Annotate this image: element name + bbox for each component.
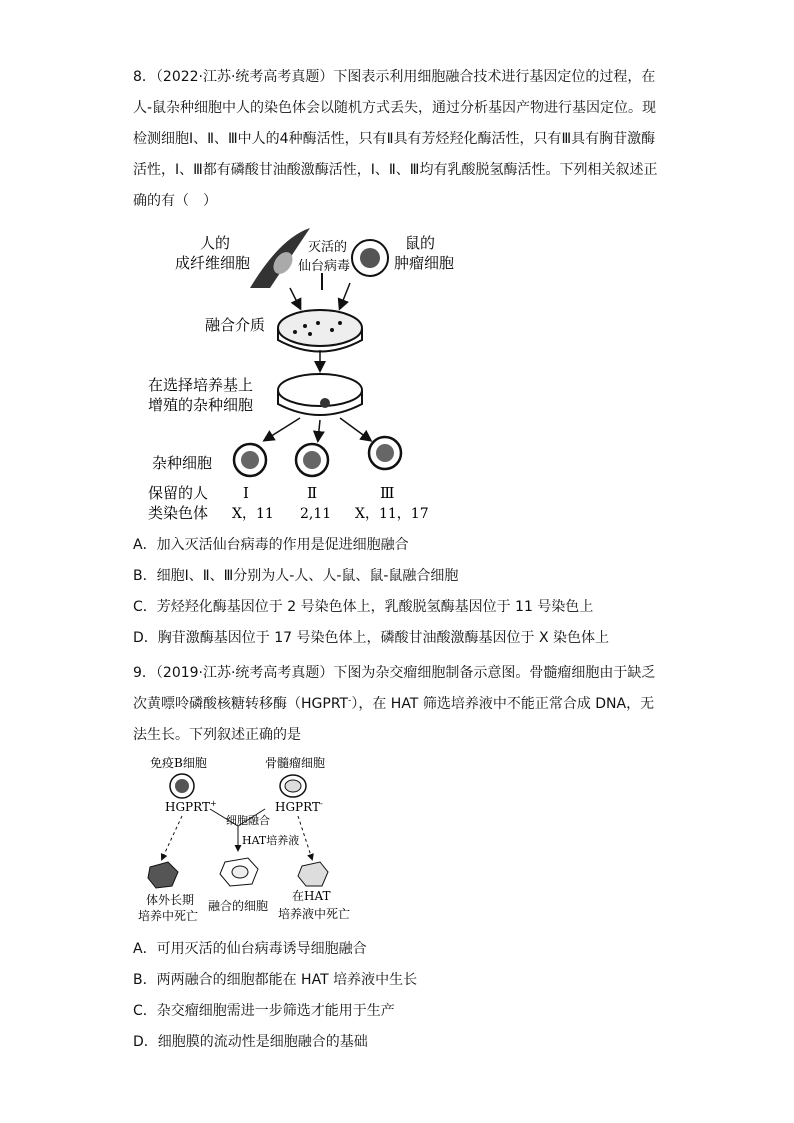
dead-myeloma-cell-icon: [298, 862, 328, 886]
human-cell-label-1: 人的: [200, 234, 231, 252]
question-9-stem-part-1: 9．（2019·江苏·统考高考真题）下图为杂交瘤细胞制备示意图。骨髓瘤细胞由于缺乏次黄嘌呤磷酸核糖转移酶（HGPRT: [133, 665, 656, 712]
fused-cell-icon: [220, 858, 258, 886]
retained-label-2: 类染色体: [148, 504, 209, 522]
selection-label-1: 在选择培养基上: [148, 376, 254, 394]
question-8-stem: 8．（2022·江苏·统考高考真题）下图表示利用细胞融合技术进行基因定位的过程，在人-鼠杂种细胞中人的染色体会以随机方式丢失，通过分析基因产物进行基因定位。现检测细胞Ⅰ、Ⅱ、Ⅲ中人的4种酶活性，只有Ⅱ具有芳烃羟化酶活性，只有Ⅲ具有胸苷激酶活性，Ⅰ、Ⅲ都有磷酸甘油酸激酶活性，Ⅰ、Ⅱ、Ⅲ均有乳酸脱氢酶活性。下列相关叙述正确的有（ ）: [133, 69, 658, 209]
question-9-figure: [130, 754, 370, 926]
virus-label-1: 灭活的: [308, 240, 348, 255]
chromosome-label-1: X，11: [232, 506, 274, 522]
hybrid-cell-1-icon: [234, 444, 266, 476]
chromosome-label-3: X，11，17: [355, 506, 429, 522]
fusion-dish-icon: [278, 310, 362, 352]
right-result-label-1: 在HAT: [292, 889, 331, 903]
hybrid-cell-3-icon: [369, 437, 401, 469]
selection-label-2: 增殖的杂种细胞: [148, 396, 254, 414]
question-9-option-a: A．可用灭活的仙台病毒诱导细胞融合: [133, 941, 367, 957]
left-result-label-2: 培养中死亡: [138, 909, 199, 923]
virus-label-2: 仙台病毒: [298, 259, 351, 274]
hat-label: HAT培养液: [242, 834, 300, 847]
question-8-option-a: A．加入灭活仙台病毒的作用是促进细胞融合: [133, 537, 409, 553]
human-cell-label-2: 成纤维细胞: [175, 254, 251, 272]
cell-label-3: Ⅲ: [380, 484, 395, 502]
question-9-stem-superscript: -: [348, 695, 352, 706]
b-cell-label: 免疫B细胞: [150, 756, 207, 770]
cell-label-2: Ⅱ: [307, 484, 318, 502]
right-result-label-2: 培养液中死亡: [278, 907, 351, 921]
hybrid-cells-label: 杂种细胞: [152, 454, 213, 472]
fusion-label: 细胞融合: [226, 814, 270, 827]
question-9-option-c: C．杂交瘤细胞需进一步筛选才能用于生产: [133, 1003, 395, 1019]
selection-dish-icon: [278, 374, 362, 415]
myeloma-cell-label: 骨髓瘤细胞: [265, 756, 326, 770]
question-9-option-b: B．两两融合的细胞都能在 HAT 培养液中生长: [133, 972, 418, 988]
mouse-tumour-cell-icon: [352, 240, 388, 276]
question-8-option-b: B．细胞Ⅰ、Ⅱ、Ⅲ分别为人-人、人-鼠、鼠-鼠融合细胞: [133, 568, 459, 584]
hgprt-minus-label: HGPRT-: [275, 799, 323, 814]
question-8-option-c: C．芳烃羟化酶基因位于 2 号染色体上，乳酸脱氢酶基因位于 11 号染色上: [133, 599, 594, 615]
human-fibroblast-icon: [250, 228, 310, 288]
myeloma-cell-icon: [280, 775, 306, 797]
question-8-option-d: D．胸苷激酶基因位于 17 号染色体上，磷酸甘油酸激酶基因位于 X 染色体上: [133, 630, 609, 646]
retained-label-1: 保留的人: [148, 484, 209, 502]
chromosome-label-2: 2,11: [300, 506, 332, 522]
dead-b-cell-icon: [148, 862, 178, 888]
question-9-stem: [133, 658, 663, 751]
cell-label-1: Ⅰ: [243, 484, 249, 502]
left-result-label-1: 体外长期: [146, 893, 195, 907]
question-9-stem-part-2: ），在 HAT 筛选培养液中不能正常合成 DNA，无法生长。下列叙述正确的是: [133, 696, 655, 743]
mouse-cell-label-2: 肿瘤细胞: [394, 254, 455, 272]
fusion-medium-label: 融合介质: [205, 316, 266, 334]
question-8-figure: [140, 228, 455, 523]
question-9-option-d: D．细胞膜的流动性是细胞融合的基础: [133, 1034, 368, 1050]
hybrid-cell-2-icon: [296, 444, 328, 476]
hgprt-plus-label: HGPRT+: [165, 799, 217, 814]
middle-result-label: 融合的细胞: [208, 899, 269, 913]
mouse-cell-label-1: 鼠的: [405, 234, 436, 252]
b-cell-icon: [170, 774, 194, 798]
